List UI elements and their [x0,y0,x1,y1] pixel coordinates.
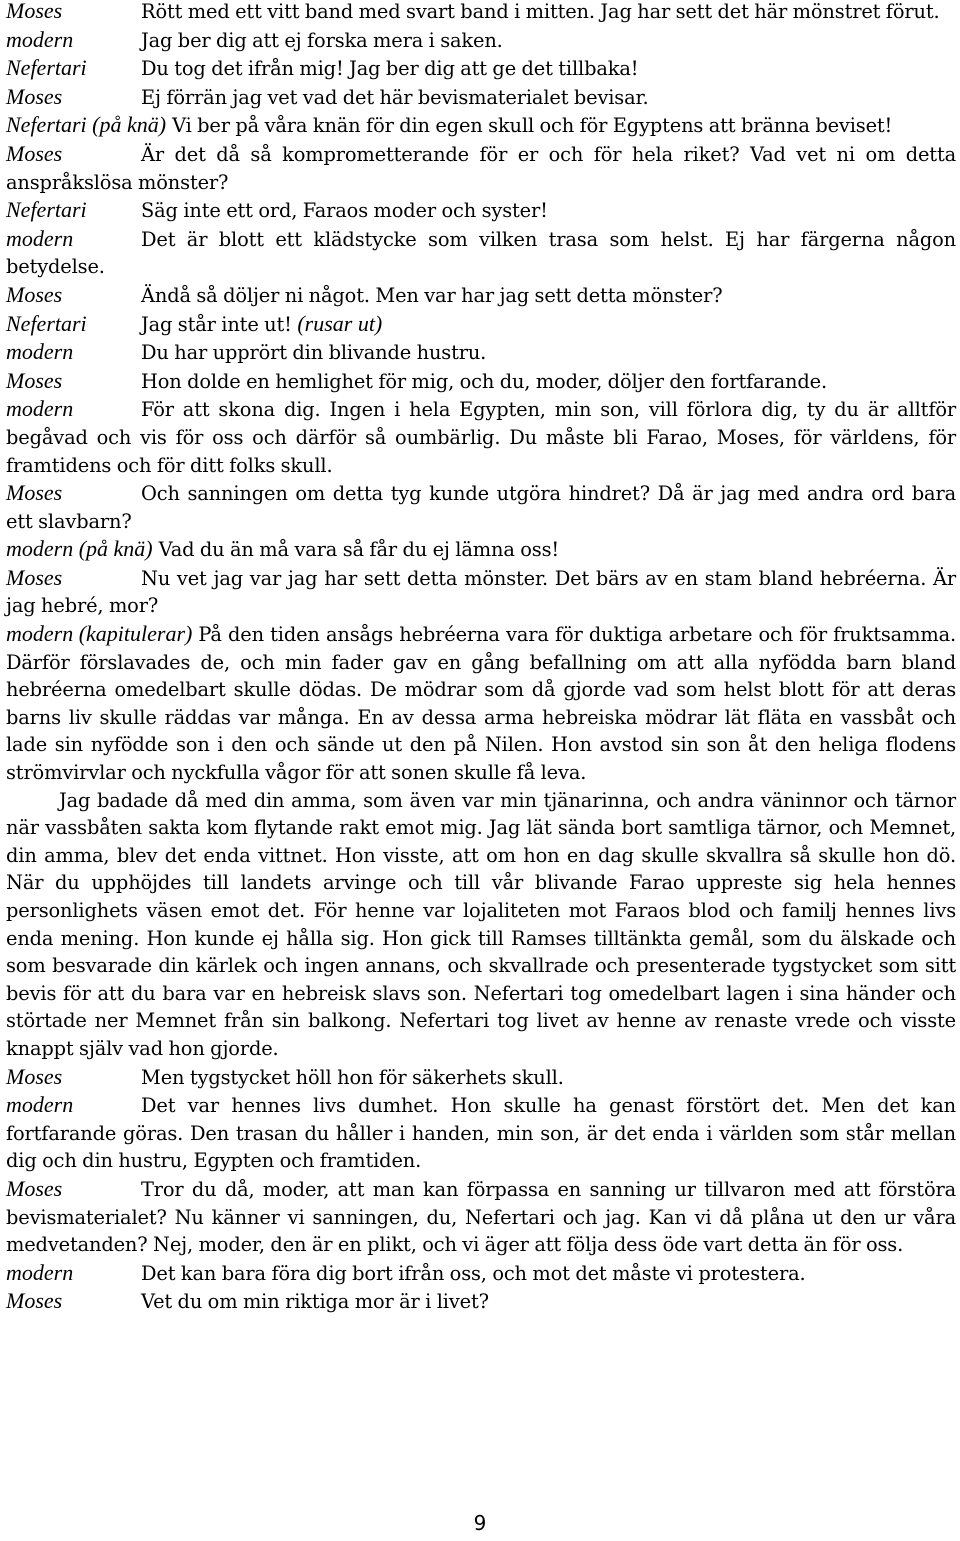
line-text: Du tog det ifrån mig! Jag ber dig att ge det tillbaka! [141,57,639,81]
line-text: Det är blott ett klädstycke som vilken trasa som helst. Ej har färgerna någon betydelse. [6,227,956,279]
speaker-name: modern [6,396,74,422]
line-text: Nu vet jag var jag har sett detta mönster. Det bärs av en stam bland hebréerna. Är jag hebré, mor? [6,566,956,618]
line-text: Säg inte ett ord, Faraos moder och syster! [141,199,548,223]
speaker-name: Moses [6,83,63,109]
speaker-name: modern [6,225,74,251]
speaker-name: Nefertari [6,310,87,336]
dialogue-line [6,196,956,225]
line-text: Är det då så komprometterande för er och för hela riket? Vad vet ni om detta anspråkslösa mönster? [6,142,956,194]
speaker-name: Moses [6,1175,63,1201]
line-text: Det kan bara föra dig bort ifrån oss, och mot det måste vi protestera. [141,1261,806,1285]
speaker-name: modern (kapitulerar) [6,621,193,647]
speaker-name: modern [6,339,74,365]
dialogue-line [6,338,956,367]
speaker-name: Nefertari [6,197,87,223]
speaker-name: Moses [6,1288,63,1314]
line-text: Hon dolde en hemlighet för mig, och du, moder, döljer den fortfarande. [141,369,828,393]
dialogue-line [6,1259,956,1288]
line-text: På den tiden ansågs hebréerna vara för duktiga arbetare och för fruktsamma. Därför förslavades de, och min fader gav en gång befallning om att alla nyfödda barn bland hebréerna omedelbart skulle dödas. De mödrar som då gjorde vad som helst blott för att deras barns liv skulle räddas var många. En av dessa arma hebreiska mödrar lät fläta en vassbåt och lade sin nyfödde son i den och sände ut den på Nilen. Hon avstod sin son åt den heliga flodens strömvirvlar och nyckfulla vågor för att sonen skulle få leva. [6,623,956,785]
speaker-name: modern (på knä) [6,536,153,562]
dialogue-line [6,535,956,564]
speaker-name: Moses [6,0,63,23]
speaker-name: Moses [6,564,63,590]
line-text: Ej förrän jag vet vad det här bevismaterialet bevisar. [141,85,649,109]
line-text: Vet du om min riktiga mor är i livet? [141,1290,489,1314]
dialogue-line [6,620,956,787]
dialogue-line [6,310,956,339]
dialogue-line [6,26,956,55]
speaker-name: Moses [6,480,63,506]
dialogue-line [6,1175,956,1259]
dialogue-line [6,479,956,535]
speaker-name: Nefertari [6,55,87,81]
dialogue-line [6,395,956,479]
line-text: Ändå så döljer ni något. Men var har jag sett detta mönster? [141,283,723,307]
line-text: För att skona dig. Ingen i hela Egypten, min son, vill förlora dig, ty du är alltför begåvad och vis för oss och därför så oumbärlig. Du måste bli Farao, Moses, för världens, för framtidens och för ditt folks skull. [6,398,956,477]
line-text: Jag ber dig att ej forska mera i saken. [141,28,503,52]
speaker-name: Moses [6,367,63,393]
line-text: Men tygstycket höll hon för säkerhets skull. [141,1065,564,1089]
dialogue-line [6,54,956,83]
speaker-name: modern [6,1092,74,1118]
speaker-name: Moses [6,1063,63,1089]
speaker-name: Nefertari (på knä) [6,112,167,138]
line-text: Och sanningen om detta tyg kunde utgöra hindret? Då är jag med andra ord bara ett slavbarn? [6,482,956,533]
dialogue-line [6,281,956,310]
line-text: Du har upprört din blivande hustru. [141,341,487,365]
page-number: 9 [473,1511,487,1535]
line-text: Jag badade då med din amma, som även var min tjänarinna, och andra väninnor och tärnor när vassbåten sakta kom flytande rakt emot mig. Jag lät sända bort samtliga tärnor, och Memnet, din amma, blev det enda vittnet. Hon visste, att om hon en dag skulle skvallra så skulle hon dö. När du upphöjdes till landets arvinge och till vår blivande Farao uppreste sig hela hennes personlighets väsen emot det. För henne var lojaliteten mot Faraos blod och familj hennes livs enda mening. Hon kunde ej hålla sig. Hon gick till Ramses tilltänkta gemål, som du älskade och som besvarade din kärlek och ingen annans, och skvallrade och presenterade tygstycket som sitt bevis för att du bara var en hebreisk slavs son. Nefertari tog omedelbart lagen i sina händer och störtade ner Memnet från sin balkong. Nefertari tog livet av henne av renaste vrede och visste knappt själv vad hon gjorde. [6,788,956,1060]
dialogue-line [6,111,956,140]
line-text: Tror du då, moder, att man kan förpassa en sanning ur tillvaron med att förstöra bevismaterialet? Nu känner vi sanningen, du, Nefertari och jag. Kan vi då plåna ut den ur våra medvetanden? Nej, moder, den är en plikt, och vi äger att följa dess öde vart detta än för oss. [6,1177,956,1257]
dialogue-line [6,1091,956,1175]
speaker-name: modern [6,26,74,52]
speaker-name: modern [6,1259,74,1285]
line-text: Vad du än må vara så får du ej lämna oss! [158,538,560,562]
speaker-name: Moses [6,140,63,166]
stage-direction: (rusar ut) [297,310,383,336]
dialogue-line [6,225,956,281]
dialogue-line [6,0,956,26]
dialogue-line [6,1287,956,1316]
line-text: Vi ber på våra knän för din egen skull och för Egyptens att bränna beviset! [172,114,893,138]
dialogue-line [6,1063,956,1092]
dialogue-line [6,367,956,396]
dialogue-line [6,83,956,112]
dialogue-line [6,140,956,196]
dialogue-paragraph [6,787,956,1063]
line-text: Jag står inte ut! [141,312,292,336]
line-text: Det var hennes livs dumhet. Hon skulle ha genast förstört det. Men det kan fortfarande göras. Den trasan du håller i handen, min son, är det enda i världen som står mellan dig och din hustru, Egypten och framtiden. [6,1094,956,1173]
dialogue-line [6,564,956,620]
line-text: Rött med ett vitt band med svart band i mitten. Jag har sett det här mönstret förut. [141,0,940,23]
speaker-name: Moses [6,281,63,307]
play-dialogue [6,0,956,1316]
